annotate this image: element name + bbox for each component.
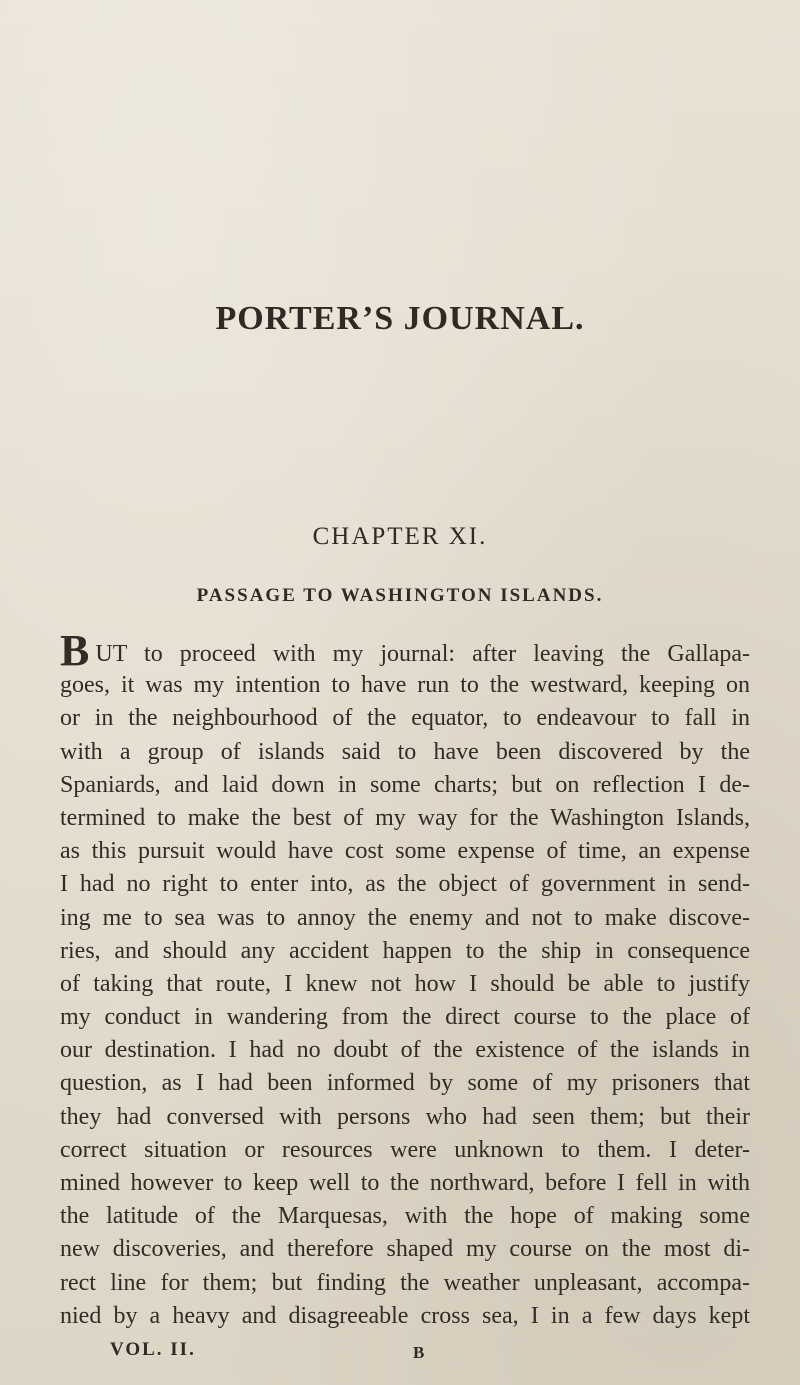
text-line: goes, it was my intention to have run to the westward, keeping on: [60, 672, 750, 699]
text-line: I had no right to enter into, as the object of government in send-: [60, 871, 750, 898]
text-line: of taking that route, I knew not how I should be able to justify: [60, 970, 750, 997]
text-line: correct situation or resources were unknown to them. I deter-: [60, 1136, 750, 1163]
text-line: Spaniards, and laid down in some charts; but on reflection I de-: [60, 771, 750, 798]
text-line: or in the neighbourhood of the equator, to endeavour to fall in: [60, 705, 750, 732]
text-line: as this pursuit would have cost some expense of time, an expense: [60, 838, 750, 865]
body-text: [60, 626, 750, 1333]
chapter-title: CHAPTER XI.: [312, 523, 488, 550]
text-line: new discoveries, and therefore shaped my course on the most di-: [60, 1236, 750, 1263]
text-line: the latitude of the Marquesas, with the hope of making some: [60, 1203, 750, 1230]
text-line: mined however to keep well to the northward, before I fell in with: [60, 1170, 750, 1196]
text-line: ing me to sea was to annoy the enemy and not to make discove-: [60, 904, 750, 931]
text-line: BUT to proceed with my journal: after leaving the Gallapa-: [60, 626, 750, 675]
volume-marker: VOL. II.: [110, 1339, 196, 1360]
text-line: nied by a heavy and disagreeable cross sea, I in a few days kept: [60, 1302, 750, 1329]
text-line: termined to make the best of my way for the Washington Islands,: [60, 804, 750, 831]
text-line: my conduct in wandering from the direct course to the place of: [60, 1004, 750, 1031]
running-title: PORTER’S JOURNAL.: [215, 300, 585, 337]
drop-cap: B: [60, 626, 90, 675]
text-line: ries, and should any accident happen to the ship in consequence: [60, 937, 750, 964]
text-line: they had conversed with persons who had seen them; but their: [60, 1103, 750, 1130]
text-line: question, as I had been informed by some of my prisoners that: [60, 1070, 750, 1097]
chapter-subtitle: PASSAGE TO WASHINGTON ISLANDS.: [196, 585, 604, 606]
signature-mark: B: [413, 1343, 425, 1362]
text-line: our destination. I had no doubt of the existence of the islands in: [60, 1037, 750, 1064]
text-line: with a group of islands said to have been discovered by the: [60, 738, 750, 765]
text-line: rect line for them; but finding the weather unpleasant, accompa-: [60, 1269, 750, 1296]
